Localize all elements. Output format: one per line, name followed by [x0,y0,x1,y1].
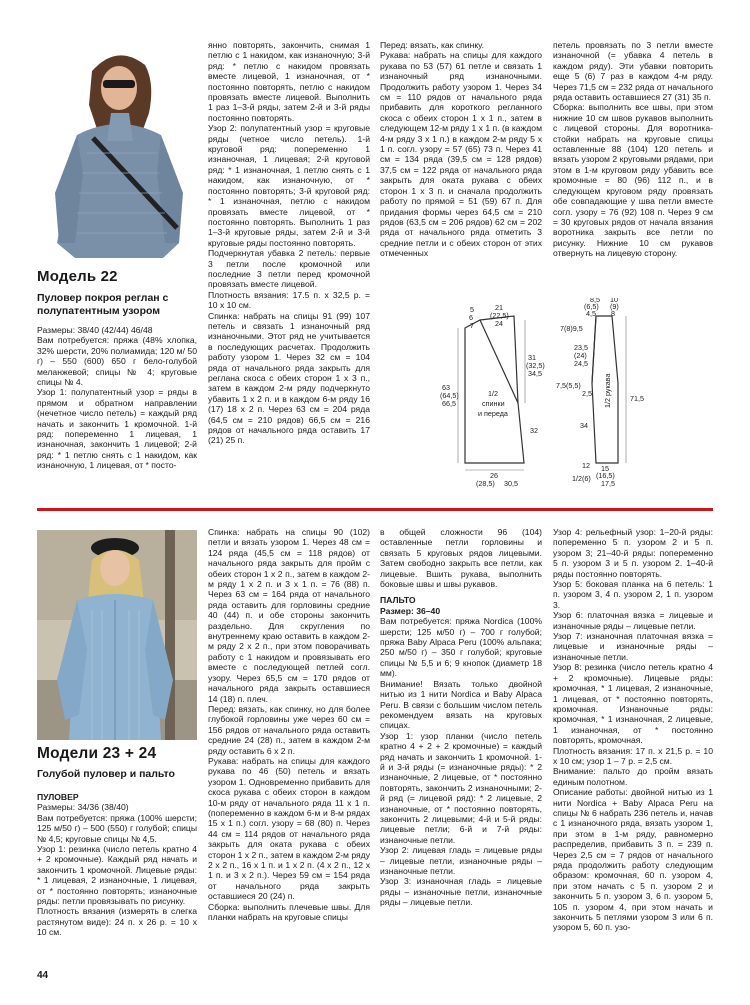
paragraph: Узор 2: лицевая гладь = лицевые ряды – лицевые петли, изнаночные ряды – изнаночные петли. [380,845,542,876]
sleeve-mid-3: 24,5 [574,359,588,368]
model22-photo-image [37,43,197,258]
label-height-3: 66,5 [442,399,456,408]
paragraph: Узор 4: рельефный узор: 1–20-й ряды: попеременно 5 п. узором 2 и 5 п. узором 3; 21–40-й ряды: попеременно 5 п. узором 3 и 5 п. узором 2. 1–40-й ряды постоянно повторять. [553,527,713,579]
sleeve-18: 1/2(6) [572,474,591,483]
pattern-diagram [440,298,720,488]
paragraph: Подчеркнутая убавка 2 петель: первые 3 петли после кромочной или последние 3 петли перед кромочной провязать вместе лицевой. [208,248,370,290]
sleeve-label: 1/2 рукава [603,373,612,408]
model22-col3 [380,40,542,302]
sleeve-bottom-2: (16,5) [596,471,615,480]
paragraph: Спинка: набрать на спицы 91 (99) 107 петель и связать 1 изнаночный ряд изнаночными. Этот ряд не учитывается в последующих расчетах. Продолжить работу узором 1. Через 32 см = 104 ряда от начального ряда закрыть для реглана скоса с обеих сторон 1 х 3 п., затем в каждом 2-м ряду подчеркнуто убавить 1 х 2 п. и в каждом 6-м ряду 16 (17) 18 х 2 п. Через 63 см = 204 ряда (64,5 см = 210 рядов) 66,5 см = 216 рядов от начального ряда оставить 17 (21) 25 п. [208,310,370,446]
paragraph: Узор 7: изнаночная платочная вязка = лицевые и изнаночные ряды – изнаночные петли. [553,631,713,662]
sleeve-bottom-3: 17,5 [601,479,615,488]
model22-col4 [553,40,713,298]
paragraph: Плотность вязания: 17.5 п. х 32,5 р. = 10 х 10 см. [208,289,370,311]
paragraph: Размеры: 38/40 (42/44) 46/48 [37,325,153,335]
sleeve-715: 71,5 [630,394,644,403]
section-heading: ПАЛЬТО [380,595,416,606]
sleeve-top-3: 4,5 [586,309,596,318]
model22-subtitle: Пуловер покроя реглан с полупатентным узором [37,292,169,317]
label-bottom-width-3: 30,5 [504,479,518,488]
paragraph: Плотность вязания: 17 п. х 21,5 р. = 10 х 10 см; узор 1 – 7 р. = 2,5 см. [553,745,713,766]
section-heading: ПУЛОВЕР [37,792,79,802]
sleeve-bottom: 15 [601,464,609,473]
paragraph: Плотность вязания (измерять в слегка растянутом виде): 24 п. х 26 р. = 10 х 10 см. [37,906,197,938]
sleeve-75: 7,5(5,5) [556,381,581,390]
paragraph: янно повторять, закончить, снимая 1 петлю с 1 накидом, как изнаночную; 3-й ряд: * петлю с накидом провязать вместе лицевой, 1 изнаночная, от * постоянно повторять, петлю с накидом провязать вместе лицевой. Выполнить 1 раз 1–3-й ряды, затем 2-й и 3-й ряды постоянно повторять. [208,40,370,123]
paragraph: Узор 1: узор планки (число петель кратно 4 + 2 + 2 кромочные) = каждый ряд начать и закончить 1 кромочной. 1-й и 3-й ряды (= изнаночные ряды): * 2 изнаночные, 2 лицевые, от * постоянно повторять, закончить 2 изнаночными; 2-й ряд (= лицевой ряд): * 2 лицевые, 2 изнаночные, от * постоянно повторять, закончить 2 лицевыми; 4-й и 5-й ряды: лицевые петли; 6-й и 7-й ряды: изнаночные петли. [380,730,542,845]
model2324-col1 [37,792,197,962]
model2324-col4 [553,527,713,967]
paragraph: Сборка: выполнить все швы, при этом нижние 10 см швов рукавов выполнить с лицевой стороны. Для воротника-стойки набрать на круговые спицы оставленные 88 (104) 120 петель и вязать узором 2 круговыми рядами, при этом в 1-м круговом ряду убавить все кромочные = 80 (96) 112 п., и в следующем круговом ряду провязать обе совпадающие у шва петли вместе согл. узору = 76 (92) 108 п. Через 9 см = 30 круговых рядов от начала вязания воротника закрыть все петли по рисунку. Нижние 10 см рукавов отвернуть на лицевую сторону. [553,102,713,259]
paragraph: Узор 8: резинка (число петель кратно 4 + 2 кромочные). Лицевые ряды: кромочная, * 1 лицевая, 2 изнаночные, 1 лицевая, от * постоянно повторять, кромочная. Изнаночные ряды: кромочная, * 1 изнаночная, 2 лицевые, 1 изнаночная, от * постоянно повторять, кромочная. [553,662,713,746]
paragraph: Спинка: набрать на спицы 90 (102) петли и вязать узором 1. Через 48 см = 124 ряда (45,5 см = 118 рядов) от начального ряда закрыть для пройм с обеих сторон 1 х 2 п., затем в каждом 2-м ряду 1 х 2 п. и 3 х 1 п. = 76 (88) п. Через 63 см = 164 ряда от начального ряда оставить для горловины средние 40 (44) п. и обе стороны закончить раздельно. Для скругления по внутреннему краю оставить в каждом 2-м ряду 2 х 2 п., при этом поворачивать работу с 1 накидом и провязывать его вместе с последующей петлей согл. узору. Через 65,5 см = 170 рядов от начального ряда закрыть оставшиеся 14 (18) п. плеч. [208,527,370,704]
label-top-left: 5 [470,305,474,314]
paragraph: петель провязать по 3 петли вместе изнаночной (= убавка 4 петель в каждом ряду). Эти убавки повторить еще 5 (6) 7 раз в каждом 4-м ряду. Через 71,5 см = 232 ряда от начального ряда оставить оставшиеся 27 (31) 35 п. [553,40,713,103]
back-front-label-2: спинки [482,399,505,408]
label-height-2: (64,5) [440,391,459,400]
label-top-left-3: 7 [470,321,474,330]
paragraph: Вам потребуется: пряжа (100% шерсти; 125 м/50 г) – 500 (550) г голубой; спицы № 4,5; круговые спицы № 4,5. [37,812,197,844]
label-raglan-3: 34,5 [528,369,542,378]
paragraph: Сборка: выполнить плечевые швы. Для планки набрать на круговые спицы [208,901,370,923]
sleeve-top: 8,5 [590,298,600,304]
model2324-photo [37,530,197,740]
paragraph: Вам потребуется: пряжа (48% хлопка, 32% шерсти, 20% полиамида; 120 м/ 50 г) – 550 (600) 650 г бело-голубой меланжевой; спицы № 4; круговые спицы № 4. [37,335,197,388]
label-bottom-width: 26 [490,471,498,480]
sleeve-top-b: 10 [610,298,618,304]
model2324-photo-image [37,530,197,740]
sleeve-25: 2,5 [582,389,592,398]
label-top-left-2: 6 [469,313,473,322]
label-top-mid-2: (22,5) [490,311,509,320]
paragraph: Описание работы: двойной нитью из 1 нити Nordica + Baby Alpaca Peru на спицы № 6 набрать 236 петель и, начав с 1 изнаночного ряда, вязать узором 1, при этом в 1-м ряду, равномерно распределив, прибавить 3 п. = 239 п. Через 2,5 см = 7 рядов от начального ряда продолжить работу следующим образом: кромочная, 60 п. узором 4, при этом начать с 5 п. узором 2 и закончить 5 п. узором 3, 6 п. узором 5, 105 п. узором 4, при этом начать и закончить 5 петлями узором 3 или 6 п. узором 5, 60 п. узо- [553,787,713,933]
sleeve-mid-2: (24) [574,351,587,360]
sleeve-12: 12 [582,461,590,470]
paragraph: Перед: вязать, как спинку. [380,40,485,50]
label-bottom-width-2: (28,5) [476,479,495,488]
sleeve-top-2: (6,5) [584,302,599,311]
sleeve-mid: 23,5 [574,343,588,352]
paragraph: Вам потребуется: пряжа Nordica (100% шерсти; 125 м/50 г) – 700 г голубой; пряжа Baby Alpaca Peru (100% альпака; 250 м/50 г) – 350 г голубой; круговые спицы № 5,5 и 6; 9 кнопок (диаметр 18 мм). [380,616,542,679]
paragraph: в общей сложности 96 (104) оставленные петли горловины и связать 5 круговых рядов лицевыми. Затем свободно закрыть все петли, как лицевые. Вшить рукава, выполнить боковые швы и швы рукавов. [380,527,542,590]
back-front-label: 1/2 [488,389,498,398]
label-height: 63 [442,383,450,392]
sleeve-top-b-3: 8 [611,309,615,318]
model22-photo [37,43,197,258]
sleeve-top-b-2: (9) [610,302,619,311]
page-number: 44 [37,970,49,981]
sleeve-7: 7(8)9,5 [560,324,583,333]
label-side: 32 [530,426,538,435]
paragraph: Узор 2: полупатентный узор = круговые ряды (четное число петель). 1-й круговой ряд: попеременно 1 изнаночная, 1 лицевая; 2-й круговой ряд: * 1 изнаночная, 1 петлю снять с 1 накидом, как изнаночную, от * постоянно повторять; 3-й круговой ряд: * 1 изнаночная, петлю с накидом провязать вместе лицевой, от * постоянно повторять. Выполнить 1 раз 1–3-й круговые ряды, затем 2-й и 3-й круговые ряды постоянно повторять. [208,123,370,248]
model22-title: Модель 22 [37,268,118,285]
paragraph: Узор 3: изнаночная гладь = лицевые ряды – изнаночные петли, изнаночные ряды – лицевые петли. [380,876,542,908]
label-top-mid: 21 [495,303,503,312]
model22-col2 [208,40,370,498]
paragraph: Узор 6: платочная вязка = лицевые и изнаночные ряды – лицевые петли. [553,610,713,631]
paragraph: Рукава: набрать на спицы для каждого рукава по 46 (50) петель и вязать узором 1. Одновременно прибавить для скоса рукава с обеих сторон в каждом 10-м ряду от начального ряда 11 х 1 п. (попеременно в каждом 6-м и 8-м рядах 15 х 1 п.) согл. узору = 68 (80) п. Через 44 см = 114 рядов от начального ряда закрыть для оката рукава с обеих сторон 1 х 2 п., затем в каждом 2-м ряду 2 х 2 п., 16 х 1 п. и 1 х 2 п. (4 х 2 п., 12 х 1 п. и 3 х 2 п.). Через 59 см = 154 ряда от начального ряда закрыть оставшиеся 20 (24) п. [208,755,370,902]
label-raglan: 31 [528,353,536,362]
paragraph: Размеры: 34/36 (38/40) [37,802,129,813]
paragraph: Рукава: набрать на спицы для каждого рукава по 53 (57) 61 петле и связать 1 изнаночный ряд изнаночными. Продолжить работу узором 1. Через 34 см = 110 рядов от начального ряда прибавить для короткого регланного скоса с обеих сторон 1 х 1 п., затем в следующем 12-м ряду 1 х 1 п. (в каждом 4-м ряду 3 х 1 п.) в каждом 2-м ряду 5 х 1 п. согл. узору = 57 (65) 73 п. Через 41 см = 134 ряда (39,5 см = 128 рядов) 37,5 см = 122 ряда от начального ряда закрыть для оката рукава с обеих сторон 1 х 3 п. и сначала продолжить работу по прямой = 51 (59) 67 п. Для придания формы через 64,5 см = 210 рядов (63,5 см = 206 рядов) 62 см = 202 ряда от начального ряда отметить 3 средние петли и с обеих сторон от этих отмеченных [380,50,542,259]
label-raglan-2: (32,5) [526,361,545,370]
model2324-subtitle: Голубой пуловер и пальто [37,768,175,780]
paragraph: Перед: вязать, как спинку, но для более глубокой горловины уже через 60 см = 156 рядов от начального ряда оставить средние 24 (28) п., затем в каждом 2-м ряду оставить 6 х 2 п. [208,703,370,756]
model2324-col3 [380,527,542,967]
model2324-col2 [208,527,370,967]
back-front-label-3: и переда [478,409,508,418]
paragraph: Узор 1: полупатентный узор = ряды в прямом и обратном направлении (нечетное число петель) = каждый ряд начать и закончить 1 кромочной. 1-й ряд: попеременно 1 лицевая, 1 изнаночная, закончить 1 лицевой; 2-й ряд: * 1 петлю снять с 1 накидом, как изнаночную, 1 лицевая, от * посто- [37,387,197,471]
model22-col1 [37,325,197,495]
paragraph: Внимание: пальто до пройм вязать единым полотном. [553,766,713,787]
paragraph: Внимание! Вязать только двойной нитью из 1 нити Nordica и Baby Alpaca Peru. В связи с большим числом петель рекомендуем вязать на круговых спицах. [380,678,542,731]
paragraph: Узор 1: резинка (число петель кратно 4 + 2 кромочные). Каждый ряд начать и закончить 1 кромочной. Лицевые ряды: * 1 лицевая, 2 изнаночные, 1 лицевая, от * постоянно повторять; изнаночные ряды: петли провязывать по рисунку. [37,844,197,907]
paragraph: Узор 5: боковая планка на 6 петель: 1 п. узором 3, 4 п. узором 2, 1 п. узором 3. [553,579,713,610]
model2324-title: Модели 23 + 24 [37,745,157,762]
section-divider [37,508,713,511]
label-top-mid-3: 24 [495,319,503,328]
sleeve-34: 34 [580,421,588,430]
paragraph: Размер: 36–40 [380,605,441,616]
